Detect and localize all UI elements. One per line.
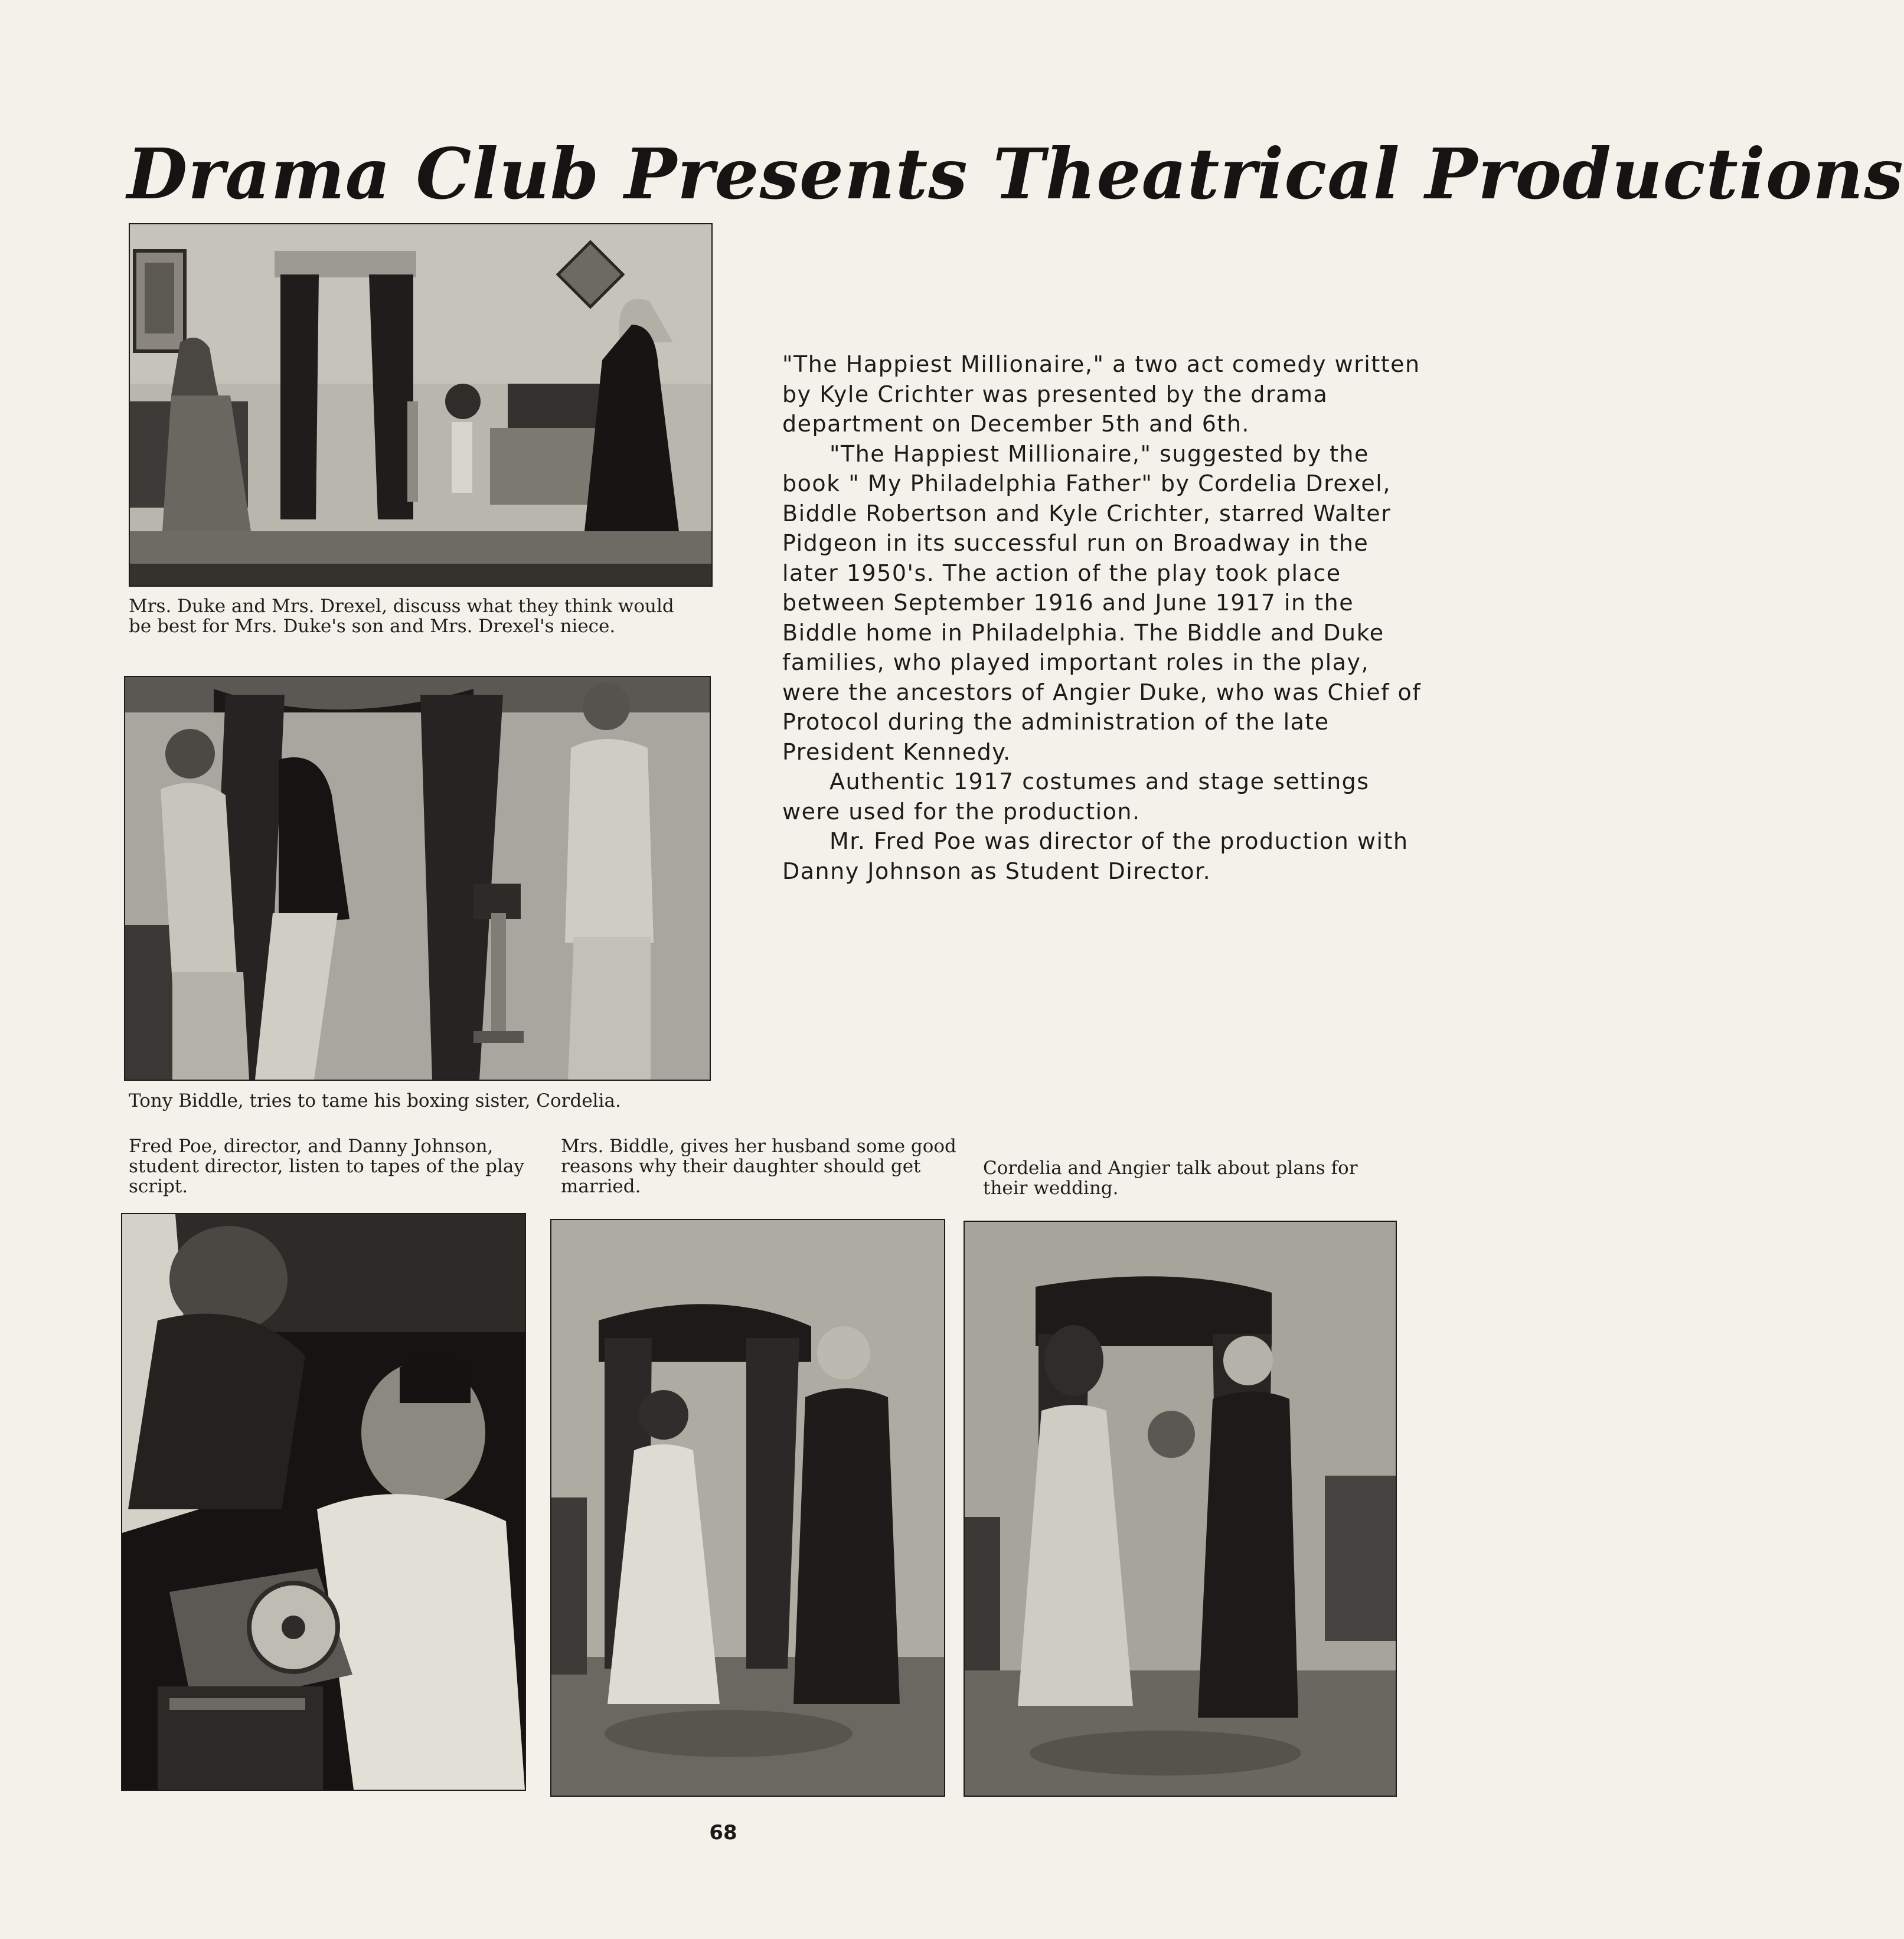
caption-photo-5: Cordelia and Angier talk about plans for their wedding. (983, 1157, 1358, 1199)
photo-tony-biddle-and-cordelia (124, 676, 711, 1081)
caption-photo-3: Fred Poe, director, and Danny Johnson, student director, listen to tapes of the play script. (129, 1136, 524, 1197)
photo-cordelia-and-angier (964, 1221, 1397, 1797)
article-paragraph-2: "The Happiest Millionaire," suggested by the book " My Philadelphia Father" by Cordelia Drexel, Biddle Robertson and Kyle Crichter, starred Walter Pidgeon in its successful run on Broadway in the later 1950's. The action of the play took place between September 1916 and June 1917 in the Biddle home in Philadelphia. The Biddle and Duke families, who played important roles in the play, were the ancestors of Angier Duke, who was Chief of Protocol during the administration of the late President Kennedy. (782, 440, 1422, 765)
photo-mrs-biddle-and-husband (550, 1219, 945, 1797)
article-paragraph-3: Authentic 1917 costumes and stage settings were used for the production. (782, 769, 1370, 825)
caption-photo-1: Mrs. Duke and Mrs. Drexel, discuss what they think would be best for Mrs. Duke's son and Mrs. Drexel's niece. (129, 596, 674, 637)
caption-photo-2: Tony Biddle, tries to tame his boxing sister, Cordelia. (129, 1090, 621, 1111)
article-paragraph-1: "The Happiest Millionaire," a two act comedy written by Kyle Crichter was presented by the drama department on December 5th and 6th. (782, 351, 1420, 437)
page-number: 68 (709, 1821, 737, 1845)
article-paragraph-4: Mr. Fred Poe was director of the production with Danny Johnson as Student Director. (782, 828, 1409, 884)
caption-photo-4: Mrs. Biddle, gives her husband some good reasons why their daughter should get married. (561, 1136, 956, 1197)
page-title: Drama Club Presents Theatrical Productions (127, 133, 1904, 215)
photo-mrs-duke-and-mrs-drexel (129, 223, 713, 587)
article-text (782, 349, 1432, 886)
photo-fred-poe-and-danny-johnson (121, 1213, 526, 1791)
